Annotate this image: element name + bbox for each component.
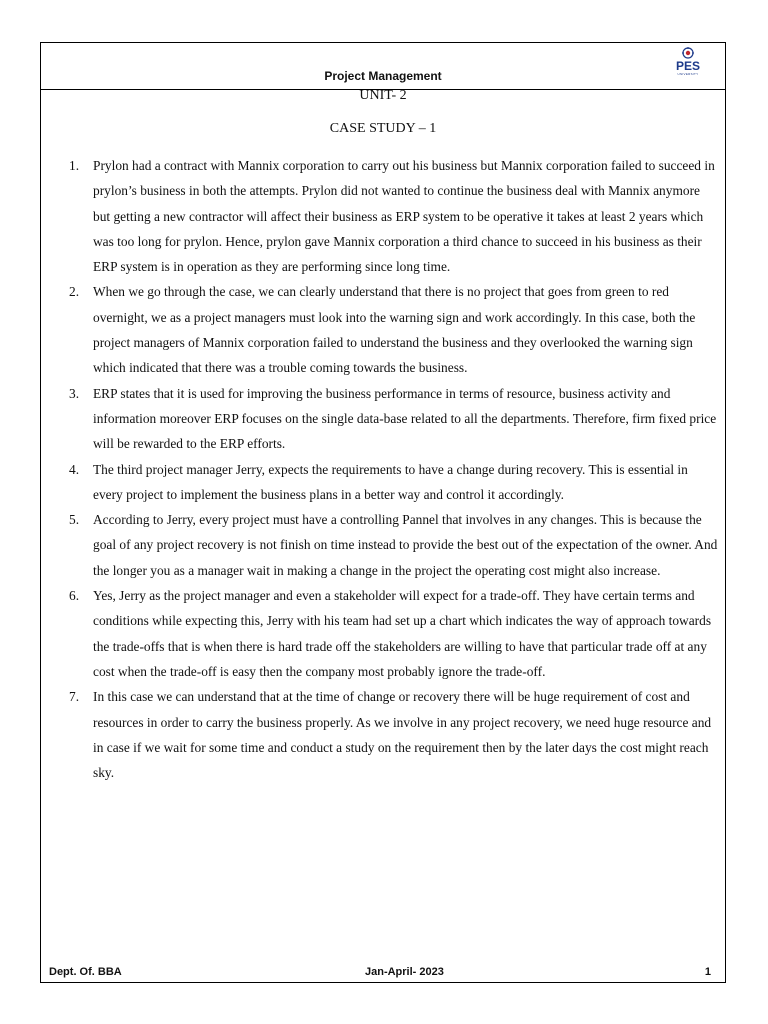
- item-text: In this case we can understand that at the time of change or recovery there will be huge requirement of cost and resources in order to carry the business properly. As we involve in any project recovery, we need huge resource and in case if we wait for some time and conduct a study on the requirement then by the later days the cost might reach sky.: [93, 689, 712, 781]
- list-item: [69, 684, 719, 785]
- item-text: According to Jerry, every project must have a controlling Pannel that involves in any changes. This is because the goal of any project recovery is not finish on time instead to provide the best out of the expectation of the owner. And the longer you as a manager wait in making a change in the project the operating cost might also increase.: [93, 512, 718, 578]
- logo-text: PES: [675, 59, 700, 73]
- list-item: [69, 507, 719, 583]
- item-text: Prylon had a contract with Mannix corporation to carry out his business but Mannix corporation failed to succeed in prylon’s business in both the attempts. Prylon did not wanted to continue the business deal with Mannix anymore but getting a new contractor will affect their business as ERP system to be operative it takes at least 2 years which was too long for prylon. Hence, prylon gave Mannix corporation a third chance to succeed in his business as their ERP system is in operation as they are performing since long time.: [93, 158, 715, 275]
- header-title: Project Management: [324, 69, 442, 83]
- item-number: 3.: [69, 385, 80, 401]
- item-number: 2.: [69, 284, 80, 300]
- pes-emblem-icon: [681, 47, 695, 59]
- item-number: 1.: [69, 158, 80, 173]
- list-item: [69, 583, 719, 684]
- list-item: [69, 153, 719, 279]
- item-number: 5.: [69, 512, 80, 528]
- item-text: When we go through the case, we can clearly understand that there is no project that goes from green to red overnight, we as a project managers must look into the warning sign and work accordingly. In this case, both the project managers of Mannix corporation failed to understand the business and they overlooked the warning sign which indicated that there was a trouble coming towards the business.: [93, 284, 696, 376]
- item-number: 7.: [69, 689, 80, 705]
- list-item: [69, 457, 719, 508]
- list-item: [69, 381, 719, 457]
- item-number: 4.: [69, 461, 80, 477]
- footer-page-number: 1: [704, 966, 711, 978]
- answer-list: [69, 153, 719, 785]
- footer-department: Dept. Of. BBA: [49, 966, 122, 978]
- list-item: [69, 279, 719, 380]
- item-text: ERP states that it is used for improving the business performance in terms of resource, business activity and information moreover ERP focuses on the single data-base related to all the departments. Therefore, firm fixed price will be rewarded to the ERP efforts.: [93, 385, 717, 452]
- item-text: The third project manager Jerry, expects the requirements to have a change during recovery. This is essential in every project to implement the business plans in a better way and control it accordingly.: [93, 461, 688, 502]
- page-frame: [40, 42, 726, 983]
- case-study-title: CASE STUDY – 1: [329, 121, 437, 136]
- item-text: Yes, Jerry as the project manager and even a stakeholder will expect for a trade-off. They have certain terms and conditions while expecting this, Jerry with his team had set up a chart which indicates the way of approach towards the trade-offs that is when there is hard trade off the stakeholders are willing to have that particular trade off at any cost when the trade-off is easy then the company most probably ignore the trade-off.: [93, 588, 712, 679]
- footer-period: Jan-April- 2023: [365, 966, 444, 978]
- page-footer: [49, 966, 711, 980]
- logo-subtext: UNIVERSITY: [677, 72, 699, 76]
- item-number: 6.: [69, 588, 80, 604]
- case-study-body: [69, 153, 719, 785]
- unit-heading: UNIT- 2: [359, 88, 407, 103]
